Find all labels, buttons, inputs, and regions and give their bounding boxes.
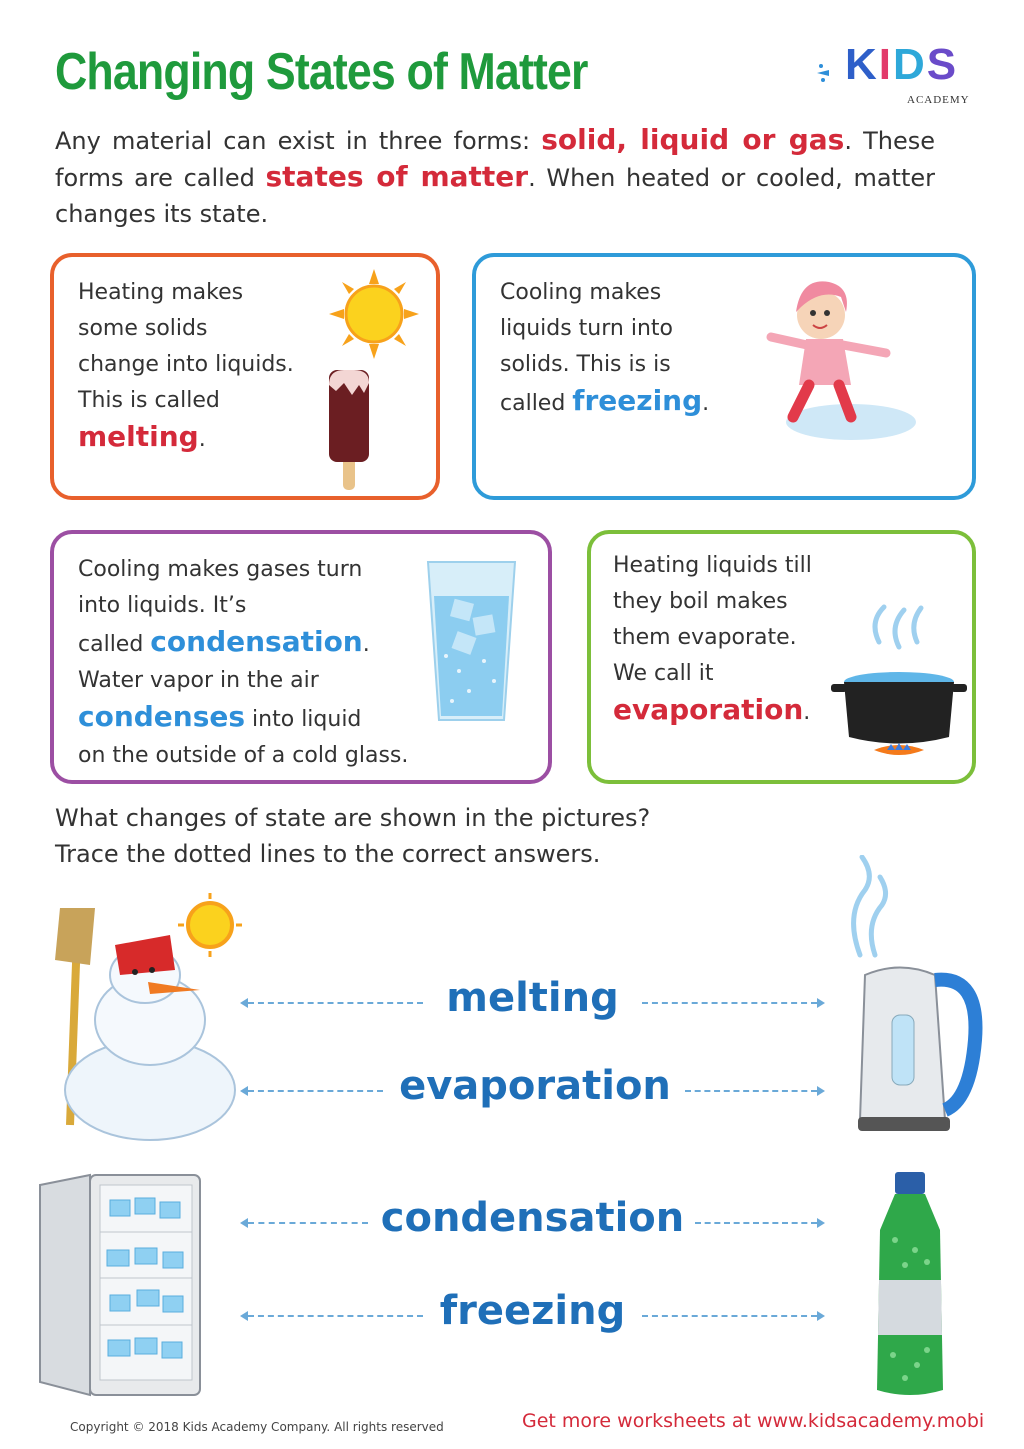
- intro-text-1: Any material can exist in three forms:: [55, 127, 542, 155]
- condensation-line-5-end: into liquid: [245, 707, 362, 732]
- answer-melting: melting: [446, 975, 619, 1021]
- melting-snowman-icon: [50, 890, 250, 1150]
- freezing-pre: called: [500, 391, 573, 416]
- condensation-line-4: Water vapor in the air: [78, 668, 319, 693]
- freezing-text: [500, 275, 709, 422]
- condensation-box: [50, 530, 552, 784]
- cold-glass-icon: [424, 556, 519, 726]
- answer-row-melting: [240, 975, 825, 1030]
- evaporation-box: [587, 530, 976, 784]
- worksheets-link[interactable]: Get more worksheets at www.kidsacademy.mobi: [522, 1410, 985, 1432]
- copyright-text: Copyright © 2018 Kids Academy Company. All rights reserved: [70, 1420, 444, 1434]
- arrow-left-icon: [240, 1218, 248, 1228]
- splash-icon: [815, 58, 845, 88]
- intro-paragraph: [55, 122, 935, 232]
- intro-text-2: . These forms are called: [55, 127, 936, 192]
- melting-end: .: [198, 427, 206, 452]
- logo-text: [845, 40, 958, 90]
- logo-d: D: [893, 40, 927, 89]
- freezing-line-1: Cooling makes: [500, 280, 662, 305]
- logo-k: K: [845, 40, 879, 89]
- condensation-line-6: on the outside of a cold glass.: [78, 743, 409, 768]
- answer-freezing: freezing: [439, 1288, 626, 1334]
- freezing-line-3: solids. This is is: [500, 352, 671, 377]
- trace-line-left[interactable]: [248, 1315, 423, 1317]
- question-line-2: Trace the dotted lines to the correct answers.: [55, 840, 601, 868]
- kettle-icon: [840, 855, 990, 1135]
- logo-i: I: [878, 40, 894, 89]
- condensation-line-1: Cooling makes gases turn: [78, 557, 363, 582]
- condensation-text: [78, 552, 408, 774]
- melting-text: [78, 275, 294, 458]
- trace-line-left[interactable]: [248, 1222, 368, 1224]
- freezer-icon: [35, 1170, 205, 1405]
- melting-line-4: This is called: [78, 388, 220, 413]
- trace-line-right[interactable]: [642, 1002, 817, 1004]
- arrow-right-icon: [817, 1086, 825, 1096]
- skating-girl-icon: [751, 267, 921, 467]
- boiling-pot-icon: [829, 602, 969, 762]
- trace-line-right[interactable]: [642, 1315, 817, 1317]
- freezing-term: freezing: [572, 384, 703, 417]
- melting-line-1: Heating makes: [78, 280, 244, 305]
- condensation-line-2: into liquids. It’s: [78, 593, 247, 618]
- arrow-left-icon: [240, 1311, 248, 1321]
- trace-line-right[interactable]: [695, 1222, 817, 1224]
- arrow-right-icon: [817, 1311, 825, 1321]
- question-line-1: What changes of state are shown in the pictures?: [55, 804, 651, 832]
- evaporation-term: evaporation: [613, 693, 804, 726]
- answer-condensation: condensation: [380, 1195, 685, 1241]
- evaporation-line-4: We call it: [613, 661, 714, 686]
- melting-box: [50, 253, 440, 500]
- intro-highlight-states: states of matter: [265, 160, 529, 193]
- evaporation-line-1: Heating liquids till: [613, 553, 812, 578]
- trace-line-right[interactable]: [685, 1090, 817, 1092]
- kids-academy-logo: [815, 40, 980, 110]
- freezing-line-2: liquids turn into: [500, 316, 673, 341]
- popsicle-icon: [324, 365, 374, 495]
- intro-text-3: . When heated or cooled, matter changes its state.: [55, 164, 935, 228]
- evaporation-text: [613, 548, 812, 731]
- answer-row-evaporation: [240, 1063, 825, 1118]
- arrow-right-icon: [817, 998, 825, 1008]
- evaporation-line-2: they boil makes: [613, 589, 788, 614]
- intro-highlight-forms: solid, liquid or gas: [541, 123, 845, 156]
- answer-row-condensation: [240, 1195, 825, 1250]
- sun-icon: [329, 269, 419, 359]
- evaporation-end: .: [803, 700, 811, 725]
- bottle-icon: [865, 1170, 955, 1400]
- trace-line-left[interactable]: [248, 1002, 423, 1004]
- condensation-line-3-pre: called: [78, 632, 151, 657]
- answer-row-freezing: [240, 1288, 825, 1343]
- logo-sub: ACADEMY: [907, 94, 970, 106]
- melting-line-2: some solids: [78, 316, 208, 341]
- arrow-right-icon: [817, 1218, 825, 1228]
- melting-line-3: change into liquids.: [78, 352, 294, 377]
- page-title: Changing States of Matter: [55, 43, 588, 101]
- condensation-term: condensation: [150, 625, 363, 658]
- arrow-left-icon: [240, 998, 248, 1008]
- answer-evaporation: evaporation: [399, 1063, 671, 1109]
- trace-line-left[interactable]: [248, 1090, 383, 1092]
- question-text: [55, 800, 650, 872]
- logo-s: S: [926, 40, 959, 89]
- melting-term: melting: [78, 420, 199, 453]
- arrow-left-icon: [240, 1086, 248, 1096]
- evaporation-line-3: them evaporate.: [613, 625, 797, 650]
- condensation-line-3-end: .: [362, 632, 370, 657]
- condenses-term: condenses: [78, 700, 246, 733]
- freezing-end: .: [702, 391, 710, 416]
- freezing-box: [472, 253, 976, 500]
